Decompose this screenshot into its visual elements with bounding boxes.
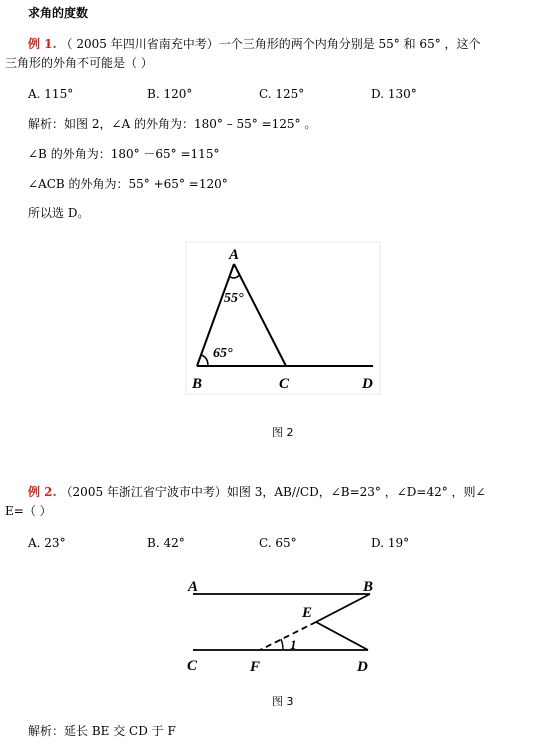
example-2-label: 例 2. bbox=[28, 485, 57, 499]
page-title: 求角的度数 bbox=[28, 6, 89, 20]
example-2-question bbox=[28, 484, 486, 500]
angle-1-arc bbox=[281, 639, 283, 650]
label-a: A bbox=[229, 247, 240, 263]
figure-3-parallel-lines bbox=[0, 572, 547, 682]
example-1-question bbox=[28, 36, 481, 52]
figure-2-caption: 图 2 bbox=[272, 426, 294, 439]
ex2-option-d: D. 19° bbox=[371, 536, 410, 550]
label-b: B bbox=[363, 579, 374, 595]
angle-a-value: 55° bbox=[224, 291, 244, 306]
label-d: D bbox=[357, 659, 368, 675]
ex1-solution-line1: 解析：如图 2，∠A 的外角为：180° – 55° =125° 。 bbox=[28, 117, 317, 131]
label-a: A bbox=[188, 579, 199, 595]
segment-ed bbox=[316, 622, 368, 650]
ex2-option-c: C. 65° bbox=[259, 536, 297, 550]
ex1-solution-line4: 所以选 D。 bbox=[28, 206, 90, 220]
angle-b-value: 65° bbox=[213, 346, 233, 361]
figure-2-triangle bbox=[0, 240, 547, 400]
ex1-option-c: C. 125° bbox=[259, 87, 305, 101]
example-2-line1: （2005 年浙江省宁波市中考）如图 3，AB//CD，∠B=23° ，∠D=42° ，则∠ bbox=[60, 485, 486, 499]
ex2-solution-line1: 解析：延长 BE 交 CD 于 F bbox=[28, 724, 176, 738]
label-f: F bbox=[250, 659, 261, 675]
example-2-line2: E=（ ） bbox=[5, 504, 52, 518]
angle-1-label: 1 bbox=[290, 637, 297, 652]
example-1-label: 例 1. bbox=[28, 37, 57, 51]
label-e: E bbox=[302, 605, 313, 621]
ex1-solution-line3: ∠ACB 的外角为：55° +65° =120° bbox=[28, 177, 228, 191]
label-c: C bbox=[279, 376, 290, 392]
ex2-option-b: B. 42° bbox=[147, 536, 185, 550]
ex1-solution-line2: ∠B 的外角为：180° －65° =115° bbox=[28, 147, 220, 161]
label-b: B bbox=[192, 376, 203, 392]
ex1-option-a: A. 115° bbox=[28, 87, 74, 101]
ex1-option-d: D. 130° bbox=[371, 87, 417, 101]
extension-ef bbox=[260, 622, 316, 650]
example-1-line2: 三角形的外角不可能是（ ） bbox=[5, 56, 153, 70]
segment-be bbox=[316, 594, 370, 622]
label-c: C bbox=[187, 658, 198, 674]
label-d: D bbox=[362, 376, 373, 392]
ex1-option-b: B. 120° bbox=[147, 87, 193, 101]
example-1-line1: （ 2005 年四川省南充中考）一个三角形的两个内角分别是 55° 和 65° ，这个 bbox=[60, 37, 481, 51]
ex2-option-a: A. 23° bbox=[28, 536, 66, 550]
figure-3-caption: 图 3 bbox=[272, 695, 294, 708]
